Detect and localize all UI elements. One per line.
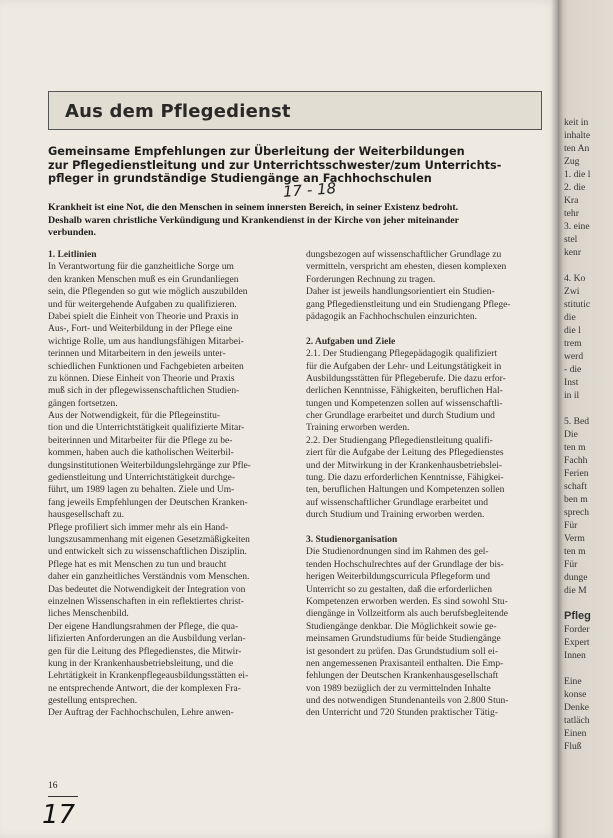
text-line: Dabei spielt die Einheit von Theorie und Praxis in	[48, 311, 239, 322]
text-line: den kranken Menschen muß es ein Grundanliegen	[48, 274, 239, 285]
text-line: Kompetenzen erworben werden. Es sind sowohl Stu-	[306, 596, 508, 607]
text-line: Studiengänge denkbar. Die Möglichkeit sowie ge-	[306, 621, 497, 632]
text-line: Forderungen Rechnung zu tragen.	[306, 274, 436, 285]
lead-line: Krankheit ist eine Not, die den Menschen in seinem innersten Bereich, in seiner Existenz bedroht.	[48, 202, 459, 213]
text-line: stel	[564, 234, 578, 245]
text-line: schiedlichen Funktionen und Fachgebieten arbeiten	[48, 361, 244, 372]
lead-paragraph	[48, 202, 548, 240]
text-line: tatläch	[564, 715, 590, 726]
text-line: fang jeweils Empfehlungen der Deutschen Kranken-	[48, 497, 248, 508]
text-line: Forder	[564, 624, 590, 635]
text-line: dungsinstitutionen Weiterbildungslehrgänge zur Pfle-	[48, 460, 251, 471]
text-line: den Unterricht und 720 Stunden praktischer Tätig-	[306, 708, 498, 719]
text-line: Fachh	[564, 455, 588, 466]
text-line: lungszusammenhang mit eigenen Gesetzmäßigkeiten	[48, 534, 250, 545]
text-line: gängen fortsetzen.	[48, 398, 118, 409]
text-line: terinnen und Mitarbeitern in den jeweils unter-	[48, 349, 226, 360]
section-title: Aus dem Pflegedienst	[65, 101, 291, 122]
text-line: 2. die	[564, 182, 586, 193]
text-line: für die Aufgaben der Lehr- und Leitungstätigkeit in	[306, 361, 502, 372]
text-line: fehlungen der Deutschen Krankenhausgesellschaft	[306, 671, 499, 682]
adjacent-page-edge	[558, 0, 613, 838]
text-line: 2.1. Der Studiengang Pflegepädagogik qualifiziert	[306, 349, 498, 360]
text-line: gestellung entsprechen.	[48, 696, 138, 707]
text-line: Eine	[564, 676, 582, 687]
text-line: beiterinnen und Mitarbeiter für die Pflege zu be-	[48, 435, 233, 446]
text-line: Unterricht so zu gestalten, daß die erforderlichen	[306, 584, 492, 595]
text-line: ten m	[564, 442, 586, 453]
text-line: muß sich in der pflegewissenschaftlichen Studien-	[48, 386, 240, 397]
lead-line: verbunden.	[48, 227, 97, 239]
paragraph-gap	[306, 323, 554, 335]
text-line: Die Studienordnungen sind im Rahmen des gel-	[306, 547, 489, 558]
text-line: Zug	[564, 156, 580, 167]
text-line: tungen und Kompetenzen sollen auf wissenschaftli-	[306, 398, 503, 409]
text-line: Für	[564, 559, 578, 570]
text-line: meinsamen Grundstudiums für beide Studiengänge	[306, 634, 501, 645]
text-line: pädagogik an Fachhochschulen einzurichten.	[306, 311, 477, 322]
text-line: diengänge in Vollzeitform als auch berufsbegleitende	[306, 609, 508, 620]
text-line: Innen	[564, 650, 586, 661]
paragraph-gap	[558, 597, 613, 610]
text-line: Daher ist jeweils handlungsorientiert ein Studien-	[306, 287, 495, 298]
text-line: in il	[564, 390, 580, 401]
text-line: Einen	[564, 728, 587, 739]
text-line: derlichen Kenntnisse, Fähigkeiten, beruflichen Hal-	[306, 386, 503, 397]
section-header-box	[48, 91, 542, 130]
text-line: kung in der Krankenhausbetriebsleitung, und die	[48, 658, 234, 669]
text-line: liches Menschenbild.	[48, 609, 129, 620]
text-line: Der eigene Handlungsrahmen der Pflege, die qua-	[48, 621, 239, 632]
text-line: und des notwendigen Stundenanteils von 2.800 Stun-	[306, 696, 509, 707]
text-line: Fluß	[564, 741, 582, 752]
text-line: Aus-, Fort- und Weiterbildung in der Pflege eine	[48, 324, 233, 335]
text-line: zu können. Diese Einheit von Theorie und Praxis	[48, 373, 235, 384]
text-line: die	[564, 312, 576, 323]
text-line: ben m	[564, 494, 588, 505]
text-line: 4. Ko	[564, 273, 586, 284]
text-line: Der Auftrag der Fachhochschulen, Lehre anwen-	[48, 708, 234, 719]
text-line: Pflege hat es mit Menschen zu tun und braucht	[48, 559, 227, 570]
text-line: Pfleg	[564, 610, 591, 622]
text-line: einzelnen Wissenschaften in ein reflektiertes christ-	[48, 596, 244, 607]
paragraph-gap	[558, 259, 613, 272]
lead-line: Deshalb waren christliche Verkündigung und Krankendienst in der Kirche von jeher miteinander	[48, 214, 460, 226]
text-line: Lehrtätigkeit in Krankenpflegeausbildungsstätten ei-	[48, 671, 249, 682]
text-line: und der Mitwirkung in der Krankenhausbetriebslei-	[306, 460, 503, 471]
text-line: dunge	[564, 572, 588, 583]
text-line: Inst	[564, 377, 579, 388]
text-line: hausgesellschaft zu.	[48, 510, 124, 521]
text-line: Zwi	[564, 286, 580, 297]
text-line: Denke	[564, 702, 590, 713]
text-line: vermitteln, verspricht am ehesten, diesen komplexen	[306, 262, 507, 273]
paragraph-gap	[306, 522, 554, 534]
text-line: gen für die Leitung des Pflegedienstes, die Mitwir-	[48, 646, 242, 657]
headline-line: pfleger in grundständige Studiengänge an Fachhochschulen	[48, 172, 432, 185]
text-line: Ferien	[564, 468, 589, 479]
text-line: sein, die Pflegenden so gut wie möglich auszubilden	[48, 287, 248, 298]
book-gutter-shadow	[551, 0, 563, 838]
text-line: von 1989 bezüglich der zu vermittelnden Inhalte	[306, 683, 491, 694]
text-line: kenr	[564, 247, 582, 258]
text-line: daher ein ganzheitliches Verständnis vom Menschen.	[48, 572, 250, 583]
paragraph-gap	[558, 402, 613, 415]
text-line: 2.2. Der Studiengang Pflegedienstleitung qualifi-	[306, 435, 493, 446]
text-line: Die	[564, 429, 578, 440]
text-line: stitutic	[564, 299, 591, 310]
text-line: In Verantwortung für die ganzheitliche Sorge um	[48, 262, 234, 273]
text-line: 1. die l	[564, 169, 591, 180]
left-text-column	[48, 249, 296, 720]
text-line: tenden Hochschulrechtes auf der Grundlage der bis-	[306, 559, 504, 570]
paragraph-gap	[558, 662, 613, 675]
text-line: ziert für die Aufgabe der Leitung des Pflegedienstes	[306, 448, 504, 459]
text-line: Für	[564, 520, 578, 531]
text-line: ist gesondert zu prüfen. Das Grundstudium soll ei-	[306, 646, 499, 657]
text-line: lifizierten Anforderungen an die Ausbildung verlan-	[48, 634, 246, 645]
page-number: 16	[48, 781, 58, 791]
text-line: Das bedeutet die Notwendigkeit der Integration von	[48, 584, 246, 595]
headline-line: zur Pflegedienstleitung und zur Unterrichtsschwester/zum Unterrichts-	[48, 158, 502, 172]
text-line: durch Studium und Training erworben werden.	[306, 510, 485, 521]
text-line: die l	[564, 325, 581, 336]
section-heading: 1. Leitlinien	[48, 250, 97, 260]
right-text-column	[306, 249, 554, 720]
text-line: herigen Weiterbildungscurricula Pflegeform und	[306, 572, 490, 583]
text-line: Ausbildungsstätten für Pflegeberufe. Die dazu erfor-	[306, 373, 506, 384]
text-line: dungsbezogen auf wissenschaftlicher Grundlage zu	[306, 250, 502, 260]
section-heading: 2. Aufgaben und Ziele	[306, 336, 396, 347]
text-line: kommen, haben auch die katholischen Weiterbil-	[48, 448, 234, 459]
handwritten-annotation: 17 - 18	[282, 179, 337, 201]
text-line: führt, um 1989 lagen zu behalten. Ziele und Um-	[48, 485, 235, 496]
article-headline	[48, 145, 548, 186]
text-line: ten An	[564, 143, 590, 154]
text-line: werd	[564, 351, 584, 362]
adjacent-page-text	[558, 0, 613, 753]
text-line: gang Pflegedienstleitung und ein Studiengang Pflege-	[306, 299, 511, 310]
text-line: cher Grundlage erarbeitet und durch Studium und	[306, 411, 495, 422]
text-line: inhalte	[564, 130, 591, 141]
text-line: Kra	[564, 195, 579, 206]
text-line: Expert	[564, 637, 590, 648]
headline-line: Gemeinsame Empfehlungen zur Überleitung der Weiterbildungen	[48, 145, 465, 158]
handwritten-page-number: 17	[42, 800, 76, 830]
text-line: schaft	[564, 481, 587, 492]
text-line: tung. Die dazu erforderlichen Kenntnisse, Fähigkei-	[306, 473, 504, 484]
text-line: die M	[564, 585, 587, 596]
text-line: konse	[564, 689, 587, 700]
text-line: ne entsprechende Antwort, die der komplexen Fra-	[48, 683, 241, 694]
text-line: und für weitergehende Aufgaben zu qualifizieren.	[48, 299, 237, 310]
text-line: tion und die Unterrichtstätigkeit qualifizierte Mitar-	[48, 423, 245, 434]
text-line: keit in	[564, 117, 589, 128]
page-number-rule	[48, 796, 78, 797]
text-line: 5. Bed	[564, 416, 590, 427]
text-line: trem	[564, 338, 582, 349]
text-line: gedienstleitung und Unterrichtstätigkeit durchge-	[48, 473, 236, 484]
text-line: Aus der Notwendigkeit, für die Pflegeinstitu-	[48, 411, 221, 422]
text-line: Training erworben werden.	[306, 423, 410, 434]
text-line: sprech	[564, 507, 590, 518]
text-line: Pflege profiliert sich immer mehr als ein Hand-	[48, 522, 229, 533]
text-line: wichtige Rolle, um aus handlungsfähigen Mitarbei-	[48, 336, 244, 347]
text-line: ten, beruflichen Haltungen und Kompetenzen sollen	[306, 485, 505, 496]
text-line: und entwickelt sich zu wissenschaftlichen Disziplin.	[48, 547, 247, 558]
text-line: ten m	[564, 546, 586, 557]
text-line: nen angemessenen Praxisanteil enthalten. Die Emp-	[306, 658, 504, 669]
section-heading: 3. Studienorganisation	[306, 534, 398, 545]
text-line: auf wissenschaftlicher Grundlage erarbeitet und	[306, 497, 489, 508]
text-line: Verm	[564, 533, 585, 544]
text-line: 3. eine	[564, 221, 590, 232]
text-line: tehr	[564, 208, 579, 219]
text-line: - die	[564, 364, 582, 375]
